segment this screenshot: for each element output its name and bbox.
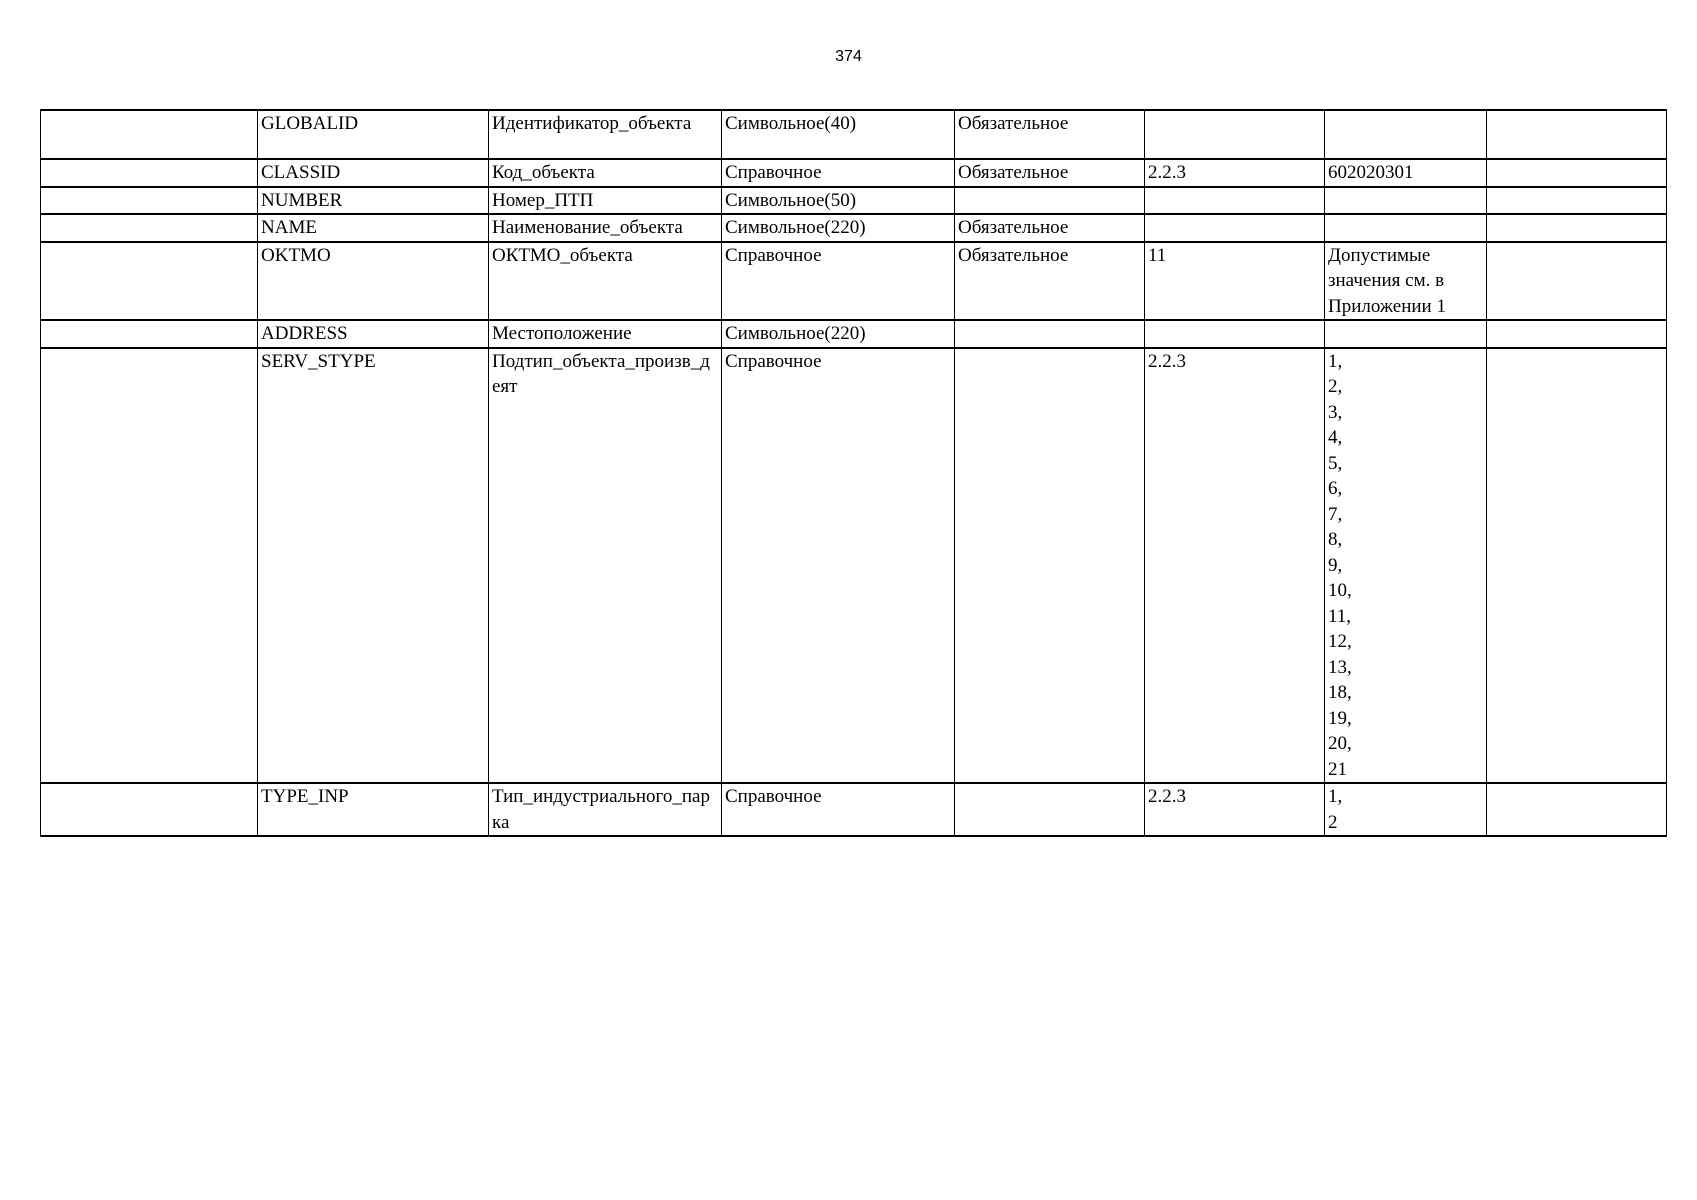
- required-cell: [955, 187, 1145, 215]
- field-name-cell: GLOBALID: [258, 110, 489, 159]
- allowed-values-cell: [1325, 783, 1487, 836]
- required-cell: [955, 320, 1145, 348]
- notes-cell: [1487, 348, 1667, 784]
- row-blank-cell: [41, 159, 258, 187]
- allowed-value: 12,: [1328, 631, 1352, 652]
- reference-cell: [1145, 187, 1325, 215]
- field-name-cell: TYPE_INP: [258, 783, 489, 836]
- reference-cell: [1145, 110, 1325, 159]
- notes-cell: [1487, 187, 1667, 215]
- field-alias-cell: Местоположение: [489, 320, 722, 348]
- notes-cell: [1487, 242, 1667, 321]
- allowed-value: 10,: [1328, 580, 1352, 601]
- required-cell: Обязательное: [955, 110, 1145, 159]
- table-row: [41, 187, 1667, 215]
- field-type-cell: Символьное(50): [722, 187, 955, 215]
- allowed-value: 2,: [1328, 376, 1343, 397]
- allowed-value: 3,: [1328, 401, 1343, 423]
- page-number: 374: [835, 48, 862, 65]
- allowed-value: 7,: [1328, 503, 1343, 525]
- row-blank-cell: [41, 110, 258, 159]
- allowed-value: 20,: [1328, 733, 1352, 754]
- notes-cell: [1487, 214, 1667, 242]
- field-alias-cell: ОКТМО_объекта: [489, 242, 722, 321]
- allowed-values-cell: [1325, 242, 1487, 321]
- field-type-cell: Символьное(220): [722, 214, 955, 242]
- attribute-table: [40, 109, 1667, 837]
- allowed-value: 13,: [1328, 656, 1352, 678]
- table-row: [41, 783, 1667, 836]
- field-name-cell: NAME: [258, 214, 489, 242]
- field-type-cell: Справочное: [722, 348, 955, 784]
- allowed-value: 19,: [1328, 707, 1352, 729]
- table-row: [41, 348, 1667, 784]
- allowed-value: 4,: [1328, 427, 1343, 448]
- row-blank-cell: [41, 187, 258, 215]
- field-name-cell: SERV_STYPE: [258, 348, 489, 784]
- allowed-value: 1,: [1328, 350, 1343, 372]
- field-alias-cell: Идентификатор_объекта: [489, 110, 722, 159]
- field-alias-cell: Подтип_объекта_произв_деят: [489, 348, 722, 784]
- table-body: [41, 110, 1667, 836]
- field-name-cell: ADDRESS: [258, 320, 489, 348]
- allowed-value: Допустимые значения см. в Приложении 1: [1328, 244, 1446, 317]
- field-type-cell: Справочное: [722, 783, 955, 836]
- allowed-value: 5,: [1328, 452, 1343, 474]
- field-type-cell: Справочное: [722, 159, 955, 187]
- reference-cell: 2.2.3: [1145, 783, 1325, 836]
- reference-cell: 11: [1145, 242, 1325, 321]
- table-row: [41, 320, 1667, 348]
- field-name-cell: OKTMO: [258, 242, 489, 321]
- allowed-values-cell: [1325, 187, 1487, 215]
- field-name-cell: NUMBER: [258, 187, 489, 215]
- field-alias-cell: Код_объекта: [489, 159, 722, 187]
- field-alias-cell: Наименование_объекта: [489, 214, 722, 242]
- reference-cell: [1145, 320, 1325, 348]
- allowed-value: 11,: [1328, 605, 1352, 627]
- row-blank-cell: [41, 214, 258, 242]
- allowed-value: 602020301: [1328, 162, 1414, 183]
- field-alias-cell: Тип_индустриального_парка: [489, 783, 722, 836]
- field-type-cell: Справочное: [722, 242, 955, 321]
- required-cell: Обязательное: [955, 159, 1145, 187]
- notes-cell: [1487, 783, 1667, 836]
- field-name-cell: CLASSID: [258, 159, 489, 187]
- required-cell: [955, 783, 1145, 836]
- table-row: [41, 110, 1667, 159]
- notes-cell: [1487, 159, 1667, 187]
- row-blank-cell: [41, 783, 258, 836]
- allowed-value: 8,: [1328, 529, 1343, 550]
- table-row: [41, 214, 1667, 242]
- allowed-value: 1,: [1328, 786, 1343, 807]
- allowed-values-cell: [1325, 320, 1487, 348]
- allowed-value: 21: [1328, 758, 1347, 780]
- field-type-cell: Символьное(220): [722, 320, 955, 348]
- allowed-values-cell: [1325, 110, 1487, 159]
- allowed-value: 18,: [1328, 682, 1352, 703]
- required-cell: [955, 348, 1145, 784]
- table-row: [41, 242, 1667, 321]
- reference-cell: [1145, 214, 1325, 242]
- field-alias-cell: Номер_ПТП: [489, 187, 722, 215]
- required-cell: Обязательное: [955, 214, 1145, 242]
- allowed-values-cell: [1325, 348, 1487, 784]
- notes-cell: [1487, 320, 1667, 348]
- reference-cell: 2.2.3: [1145, 348, 1325, 784]
- allowed-value: 9,: [1328, 554, 1343, 576]
- row-blank-cell: [41, 320, 258, 348]
- table-row: [41, 159, 1667, 187]
- row-blank-cell: [41, 242, 258, 321]
- allowed-values-cell: [1325, 159, 1487, 187]
- allowed-value: 6,: [1328, 478, 1343, 499]
- field-type-cell: Символьное(40): [722, 110, 955, 159]
- allowed-values-cell: [1325, 214, 1487, 242]
- notes-cell: [1487, 110, 1667, 159]
- row-blank-cell: [41, 348, 258, 784]
- allowed-value: 2: [1328, 811, 1338, 833]
- required-cell: Обязательное: [955, 242, 1145, 321]
- reference-cell: 2.2.3: [1145, 159, 1325, 187]
